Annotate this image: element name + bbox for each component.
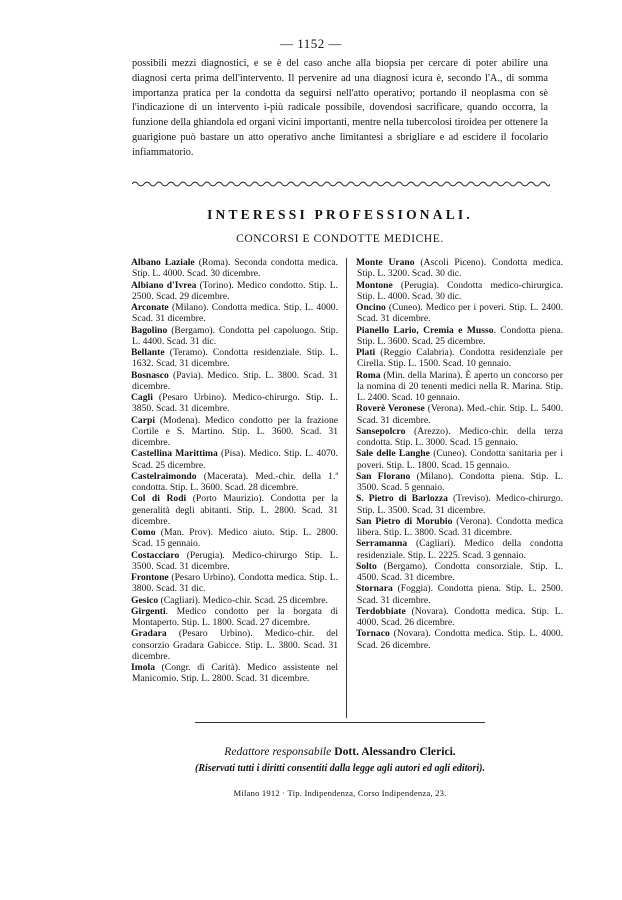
place-name: Gradara [131, 628, 167, 640]
place-name: Bagolino [131, 324, 168, 336]
place-name: Gesico [131, 594, 159, 606]
list-item [132, 606, 338, 629]
wavy-divider-top [132, 180, 550, 188]
list-item [132, 325, 338, 348]
list-item [132, 572, 338, 595]
place-name: Roma [356, 369, 381, 381]
entry-details: (Roma). Seconda condotta medica. Stip. L. 4000. Scad. 30 dicembre. [132, 257, 338, 280]
list-item [132, 302, 338, 325]
list-item [357, 347, 563, 370]
list-item [132, 257, 338, 280]
section-title: INTERESSI PROFESSIONALI. [207, 207, 473, 222]
list-item [357, 471, 563, 494]
list-item [357, 448, 563, 471]
entry-details: (Teramo). Condotta residenziale. Stip. L. 1632. Scad. 31 dicembre. [132, 347, 338, 370]
list-item [357, 325, 563, 348]
list-item [132, 448, 338, 471]
entry-details: (Congr. di Carità). Medico assistente nel Manicomio. Stip. L. 2800. Scad. 31 dicembre. [132, 662, 338, 685]
list-item [357, 606, 563, 629]
entry-details: (Milano). Condotta medica. Stip. L. 4000. Scad. 31 dicembre. [132, 302, 338, 325]
entry-details: . Medico condotto per la borgata di Montaperto. Stip. L. 1800. Scad. 27 dicembre. [132, 605, 338, 628]
list-item [357, 493, 563, 516]
place-name: S. Pietro di Barlozza [356, 493, 448, 505]
list-item [357, 516, 563, 539]
printer-imprint: Milano 1912 · Tip. Indipendenza, Corso Indipendenza, 23. [233, 788, 447, 798]
list-item [357, 257, 563, 280]
place-name: Montone [356, 279, 393, 291]
entry-details: (Perugia). Medico-chirurgo Stip. L. 3500. Scad. 31 dicembre. [132, 549, 338, 572]
place-name: Stornara [356, 583, 393, 595]
left-column [132, 257, 338, 685]
entry-details: (Pavia). Medico. Stip. L. 3800. Scad. 31 dicembre. [132, 369, 338, 392]
place-name: San Florano [356, 470, 411, 482]
entry-details: (Cagliari). Medico-chir. Scad. 25 dicembre. [158, 594, 328, 606]
entry-details: (Min. della Marina). È aperto un concorso per la nomina di 20 tenenti medici nella R. Marina. Stip. L. 2400. Scad. 10 gennaio. [357, 369, 563, 403]
horizontal-rule [195, 722, 485, 723]
list-item [357, 280, 563, 303]
entry-details: (Cuneo). Condotta sanitaria per i poveri. Stip. L. 1800. Scad. 15 gennaio. [357, 448, 563, 471]
list-item [357, 403, 563, 426]
entry-details: (Verona). Condotta medica libera. Stip. L. 3800. Scad. 31 dicembre. [357, 515, 563, 538]
intro-paragraph: possibili mezzi diagnostici, e se è del caso anche alla biopsia per cercare di poter abilire una diagnosi certa prima dell'intervento. Il pervenire ad una diagnosi icura è, secondo l'A., di somma importanza pratica per la condotta da seguirsi nell'atto operativo; portando il neoplasma con sè l'indicazione di un intervento i-più radicale possibile, dovendosi sacrificare, quando occorra, la funzione della ghiandola ed organi vicini importanti, mentre nella tubercolosi tiroidea per ottenere la guarigione può bastare un atto operativo anche limitantesi a sbrigliare e ad escidere il focolario infiammatorio. [132, 58, 548, 158]
entry-details: (Foggia). Condotta piena. Stip. L. 2500. Scad. 31 dicembre. [357, 583, 563, 606]
place-name: Carpi [131, 414, 155, 426]
entry-details: (Novara). Condotta medica. Stip. L. 4000. Scad. 26 dicembre. [357, 628, 563, 651]
place-name: Sansepolcro [356, 425, 406, 437]
entry-details: (Pesaro Urbino). Medico-chirurgo. Stip. L. 3850. Scad. 31 dicembre. [132, 392, 338, 415]
list-item [132, 628, 338, 662]
entry-details: (Torino). Medico condotto. Stip. L. 2500. Scad. 29 dicembre. [132, 279, 338, 302]
entry-details: (Pisa). Medico. Stip. L. 4070. Scad. 25 dicembre. [132, 448, 339, 471]
place-name: Solto [356, 560, 377, 572]
place-name: Sale delle Langhe [356, 448, 430, 460]
place-name: Costacciaro [131, 549, 180, 561]
place-name: Bosnasco [131, 369, 169, 381]
place-name: Albiano d'Ivrea [131, 279, 197, 291]
place-name: Castellina Marittima [131, 448, 218, 460]
place-name: Tornaco [356, 628, 390, 640]
page-number: — 1152 — [279, 36, 343, 51]
list-item [132, 662, 338, 685]
list-item [132, 370, 338, 393]
entry-details: (Bergamo). Condotta pel capoluogo. Stip. L. 4400. Scad. 31 dic. [132, 324, 338, 347]
list-item [132, 550, 338, 573]
right-column [357, 257, 563, 651]
entry-details: (Treviso). Medico-chirurgo. Stip. L. 3500. Scad. 31 dicembre. [357, 493, 563, 516]
entry-details: (Verona). Med.-chir. Stip. L. 5400. Scad. 31 dicembre. [357, 403, 563, 426]
place-name: Monte Urano [356, 257, 415, 268]
entry-details: (Perugia). Condotta medico-chirurgica. Stip. L. 4000. Scad. 30 dic. [357, 279, 563, 302]
place-name: Serramanna [356, 538, 408, 550]
entry-details: (Pesaro Urbino). Medico-chir. del consorzio Gradara Gabicce. Stip. L. 3800. Scad. 31 dicembre. [132, 628, 338, 662]
place-name: Terdobbiate [356, 605, 406, 617]
list-item [132, 527, 338, 550]
place-name: Arconate [131, 302, 169, 313]
list-item [357, 583, 563, 606]
list-item [132, 415, 338, 449]
entry-details: (Bergamo). Condotta consorziale. Stip. L. 4500. Scad. 31 dicembre. [357, 560, 563, 583]
editor-credit [132, 745, 548, 758]
list-item [357, 302, 563, 325]
place-name: Imola [131, 662, 155, 673]
entry-details: (Ascoli Piceno). Condotta medica. Stip. L. 3200. Scad. 30 dic. [357, 257, 563, 280]
entry-details: (Novara). Condotta medica. Stip. L. 4000. Scad. 26 dicembre. [357, 605, 563, 628]
editor-name: Dott. Alessandro Clerici. [334, 745, 456, 758]
place-name: Oncino [356, 302, 386, 313]
entry-details: (Modena). Medico condotto per la frazione Cortile e S. Martino. Stip. L. 3600. Scad. 31 dicembre. [132, 414, 338, 448]
entry-details: (Macerata). Med.-chir. della 1.ª condotta. Stip. L. 3600. Scad. 28 dicembre. [132, 470, 338, 493]
place-name: Pianello Lario, Cremia e Musso [356, 324, 494, 336]
place-name: Cagli [131, 392, 153, 403]
editor-label: Redattore responsabile [224, 745, 335, 758]
list-item [132, 493, 338, 527]
entry-details: (Man. Prov). Medico aiuto. Stip. L. 2800. Scad. 15 gennaio. [132, 527, 338, 550]
place-name: Castelraimondo [131, 470, 197, 482]
place-name: Frontone [131, 572, 169, 583]
place-name: San Pietro di Morubio [356, 515, 453, 527]
list-item [132, 471, 338, 494]
section-subtitle: CONCORSI E CONDOTTE MEDICHE. [236, 233, 444, 245]
entry-details: (Pesaro Urbino). Condotta medica. Stip. L. 3800. Scad. 31 dic. [132, 572, 338, 595]
entry-details: (Porto Maurizio). Condotta per la generalità degli abitanti. Stip. L. 2800. Scad. 31 dicembre. [132, 493, 338, 527]
entry-details: (Cuneo). Medico per i poveri. Stip. L. 2400. Scad. 31 dicembre. [357, 302, 563, 325]
list-item [357, 426, 563, 449]
place-name: Bellante [131, 347, 165, 358]
list-item [357, 561, 563, 584]
list-item [357, 370, 563, 404]
list-item [132, 347, 338, 370]
place-name: Roverè Veronese [356, 403, 425, 415]
place-name: Col di Rodi [131, 493, 187, 505]
place-name: Plati [356, 347, 376, 358]
list-item [357, 628, 563, 651]
entry-details: (Milano). Condotta piena. Stip. L. 3500. Scad. 5 gennaio. [357, 470, 563, 493]
entry-details: . Condotta piena. Stip. L. 3600. Scad. 25 dicembre. [357, 324, 563, 347]
list-item [132, 595, 338, 606]
list-item [132, 280, 338, 303]
place-name: Albano Laziale [131, 257, 195, 268]
entry-details: (Arezzo). Medico-chir. della terza condotta. Stip. L. 3000. Scad. 15 gennaio. [357, 425, 563, 448]
column-divider [346, 258, 347, 718]
rights-notice: (Riservati tutti i diritti consentiti dalla legge agli autori ed agli editori). [194, 763, 485, 774]
place-name: Girgenti [131, 605, 166, 617]
entry-details: (Reggio Calabria). Condotta residenziale per Cirella. Stip. L. 1500. Scad. 10 gennaio. [357, 347, 563, 370]
entry-details: (Cagliari). Medico della condotta residenziale. Stip. L. 2225. Scad. 3 gennaio. [357, 538, 563, 561]
list-item [357, 538, 563, 561]
place-name: Como [131, 527, 156, 538]
list-item [132, 392, 338, 415]
